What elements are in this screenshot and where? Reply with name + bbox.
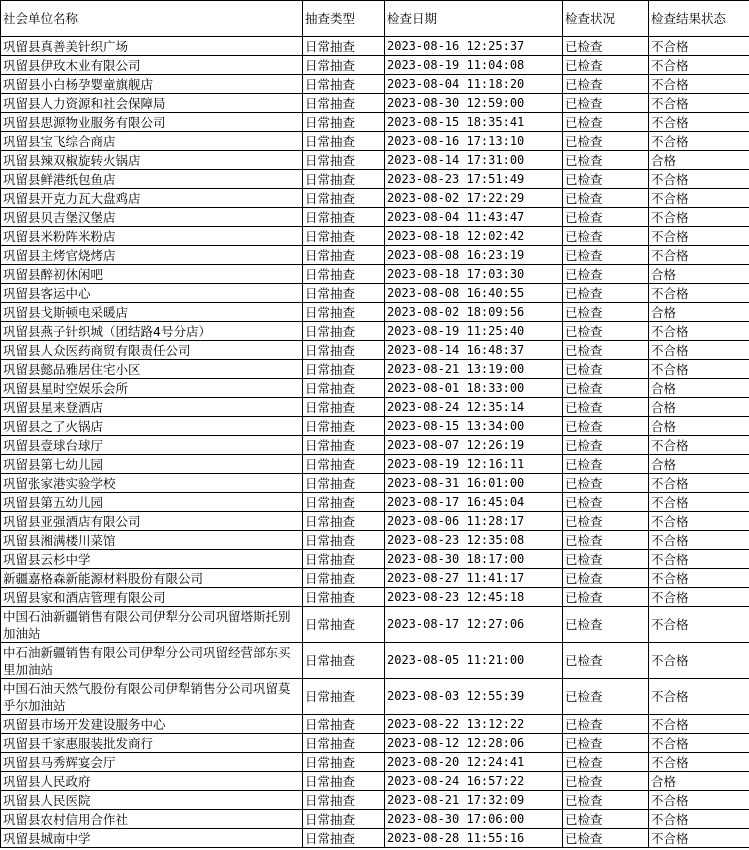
check-type-cell: 日常抽查 xyxy=(303,37,385,56)
check-date-cell: 2023-08-14 16:48:37 xyxy=(385,341,563,360)
table-row xyxy=(1,360,749,379)
unit-name-cell: 巩留县真善美针织广场 xyxy=(1,37,303,56)
table-row xyxy=(1,791,749,810)
check-type-cell: 日常抽查 xyxy=(303,227,385,246)
check-date-cell: 2023-08-28 11:55:16 xyxy=(385,829,563,848)
check-type-cell: 日常抽查 xyxy=(303,417,385,436)
check-status-cell: 已检查 xyxy=(563,132,649,151)
table-row xyxy=(1,607,749,643)
unit-name-cell: 巩留县人众医药商贸有限责任公司 xyxy=(1,341,303,360)
unit-name-cell: 中石油新疆销售有限公司伊犁分公司巩留经营部东买里加油站 xyxy=(1,643,303,679)
result-status-cell: 不合格 xyxy=(649,246,749,265)
check-date-cell: 2023-08-18 17:03:30 xyxy=(385,265,563,284)
check-status-cell: 已检查 xyxy=(563,829,649,848)
unit-name-cell: 巩留县农村信用合作社 xyxy=(1,810,303,829)
result-status-cell: 不合格 xyxy=(649,643,749,679)
unit-name-cell: 巩留县主烤官烧烤店 xyxy=(1,246,303,265)
table-row xyxy=(1,246,749,265)
check-type-cell: 日常抽查 xyxy=(303,588,385,607)
unit-name-cell: 巩留县家和酒店管理有限公司 xyxy=(1,588,303,607)
table-row xyxy=(1,94,749,113)
check-status-cell: 已检查 xyxy=(563,588,649,607)
unit-name-cell: 巩留县星时空娱乐会所 xyxy=(1,379,303,398)
table-row xyxy=(1,151,749,170)
check-status-cell: 已检查 xyxy=(563,436,649,455)
result-status-cell: 不合格 xyxy=(649,113,749,132)
check-type-cell: 日常抽查 xyxy=(303,753,385,772)
table-row xyxy=(1,550,749,569)
check-date-cell: 2023-08-23 17:51:49 xyxy=(385,170,563,189)
check-type-cell: 日常抽查 xyxy=(303,94,385,113)
check-date-cell: 2023-08-08 16:23:19 xyxy=(385,246,563,265)
unit-name-cell: 中国石油天然气股份有限公司伊犁销售分公司巩留莫乎尔加油站 xyxy=(1,679,303,715)
check-status-cell: 已检查 xyxy=(563,208,649,227)
check-type-cell: 日常抽查 xyxy=(303,56,385,75)
check-type-cell: 日常抽查 xyxy=(303,791,385,810)
header-check-status: 检查状况 xyxy=(563,1,649,37)
check-date-cell: 2023-08-23 12:35:08 xyxy=(385,531,563,550)
table-row xyxy=(1,322,749,341)
check-type-cell: 日常抽查 xyxy=(303,246,385,265)
check-type-cell: 日常抽查 xyxy=(303,493,385,512)
check-date-cell: 2023-08-02 18:09:56 xyxy=(385,303,563,322)
unit-name-cell: 巩留县之了火锅店 xyxy=(1,417,303,436)
check-status-cell: 已检查 xyxy=(563,113,649,132)
check-type-cell: 日常抽查 xyxy=(303,208,385,227)
check-status-cell: 已检查 xyxy=(563,284,649,303)
result-status-cell: 不合格 xyxy=(649,810,749,829)
check-date-cell: 2023-08-02 17:22:29 xyxy=(385,189,563,208)
check-date-cell: 2023-08-20 12:24:41 xyxy=(385,753,563,772)
check-status-cell: 已检查 xyxy=(563,246,649,265)
result-status-cell: 不合格 xyxy=(649,341,749,360)
table-row xyxy=(1,829,749,848)
check-status-cell: 已检查 xyxy=(563,679,649,715)
check-status-cell: 已检查 xyxy=(563,170,649,189)
unit-name-cell: 巩留县市场开发建设服务中心 xyxy=(1,715,303,734)
check-type-cell: 日常抽查 xyxy=(303,474,385,493)
check-type-cell: 日常抽查 xyxy=(303,715,385,734)
check-date-cell: 2023-08-04 11:18:20 xyxy=(385,75,563,94)
result-status-cell: 不合格 xyxy=(649,189,749,208)
check-date-cell: 2023-08-31 16:01:00 xyxy=(385,474,563,493)
check-status-cell: 已检查 xyxy=(563,303,649,322)
check-date-cell: 2023-08-30 18:17:00 xyxy=(385,550,563,569)
result-status-cell: 不合格 xyxy=(649,75,749,94)
result-status-cell: 不合格 xyxy=(649,322,749,341)
check-date-cell: 2023-08-21 13:19:00 xyxy=(385,360,563,379)
result-status-cell: 不合格 xyxy=(649,474,749,493)
check-type-cell: 日常抽查 xyxy=(303,379,385,398)
unit-name-cell: 巩留县湘满楼川菜馆 xyxy=(1,531,303,550)
result-status-cell: 不合格 xyxy=(649,56,749,75)
table-row xyxy=(1,341,749,360)
table-row xyxy=(1,643,749,679)
table-body xyxy=(1,37,749,848)
result-status-cell: 合格 xyxy=(649,151,749,170)
check-type-cell: 日常抽查 xyxy=(303,132,385,151)
result-status-cell: 不合格 xyxy=(649,170,749,189)
result-status-cell: 不合格 xyxy=(649,227,749,246)
check-type-cell: 日常抽查 xyxy=(303,189,385,208)
table-row xyxy=(1,753,749,772)
check-status-cell: 已检查 xyxy=(563,227,649,246)
unit-name-cell: 巩留县人民政府 xyxy=(1,772,303,791)
unit-name-cell: 巩留县贝吉堡汉堡店 xyxy=(1,208,303,227)
check-type-cell: 日常抽查 xyxy=(303,679,385,715)
result-status-cell: 不合格 xyxy=(649,753,749,772)
check-date-cell: 2023-08-19 12:16:11 xyxy=(385,455,563,474)
check-status-cell: 已检查 xyxy=(563,94,649,113)
check-date-cell: 2023-08-23 12:45:18 xyxy=(385,588,563,607)
unit-name-cell: 巩留县开克力瓦大盘鸡店 xyxy=(1,189,303,208)
table-row xyxy=(1,75,749,94)
check-date-cell: 2023-08-22 13:12:22 xyxy=(385,715,563,734)
check-type-cell: 日常抽查 xyxy=(303,829,385,848)
result-status-cell: 合格 xyxy=(649,303,749,322)
check-status-cell: 已检查 xyxy=(563,493,649,512)
check-status-cell: 已检查 xyxy=(563,734,649,753)
unit-name-cell: 巩留县小白杨孕婴童旗舰店 xyxy=(1,75,303,94)
result-status-cell: 合格 xyxy=(649,265,749,284)
table-row xyxy=(1,56,749,75)
check-type-cell: 日常抽查 xyxy=(303,322,385,341)
check-date-cell: 2023-08-30 12:59:00 xyxy=(385,94,563,113)
check-date-cell: 2023-08-27 11:41:17 xyxy=(385,569,563,588)
check-date-cell: 2023-08-08 16:40:55 xyxy=(385,284,563,303)
check-type-cell: 日常抽查 xyxy=(303,550,385,569)
check-date-cell: 2023-08-19 11:04:08 xyxy=(385,56,563,75)
table-row xyxy=(1,265,749,284)
check-date-cell: 2023-08-16 17:13:10 xyxy=(385,132,563,151)
check-status-cell: 已检查 xyxy=(563,75,649,94)
check-date-cell: 2023-08-07 12:26:19 xyxy=(385,436,563,455)
table-row xyxy=(1,398,749,417)
result-status-cell: 不合格 xyxy=(649,37,749,56)
check-date-cell: 2023-08-16 12:25:37 xyxy=(385,37,563,56)
unit-name-cell: 巩留县鲜港纸包鱼店 xyxy=(1,170,303,189)
check-status-cell: 已检查 xyxy=(563,56,649,75)
table-row xyxy=(1,734,749,753)
unit-name-cell: 巩留县亚强酒店有限公司 xyxy=(1,512,303,531)
unit-name-cell: 巩留县人民医院 xyxy=(1,791,303,810)
result-status-cell: 不合格 xyxy=(649,588,749,607)
unit-name-cell: 巩留县城南中学 xyxy=(1,829,303,848)
table-row xyxy=(1,512,749,531)
table-row xyxy=(1,588,749,607)
check-date-cell: 2023-08-24 16:57:22 xyxy=(385,772,563,791)
unit-name-cell: 新疆嘉格森新能源材料股份有限公司 xyxy=(1,569,303,588)
result-status-cell: 合格 xyxy=(649,455,749,474)
unit-name-cell: 巩留县第五幼儿园 xyxy=(1,493,303,512)
check-status-cell: 已检查 xyxy=(563,189,649,208)
unit-name-cell: 巩留县宝飞综合商店 xyxy=(1,132,303,151)
unit-name-cell: 巩留县辣双椒旋转火锅店 xyxy=(1,151,303,170)
result-status-cell: 不合格 xyxy=(649,94,749,113)
table-row xyxy=(1,379,749,398)
table-row xyxy=(1,772,749,791)
result-status-cell: 不合格 xyxy=(649,791,749,810)
check-type-cell: 日常抽查 xyxy=(303,512,385,531)
result-status-cell: 不合格 xyxy=(649,208,749,227)
table-row xyxy=(1,715,749,734)
check-status-cell: 已检查 xyxy=(563,715,649,734)
unit-name-cell: 巩留县燕子针织城（团结路4号分店） xyxy=(1,322,303,341)
table-row xyxy=(1,474,749,493)
header-check-date: 检查日期 xyxy=(385,1,563,37)
check-status-cell: 已检查 xyxy=(563,322,649,341)
table-row xyxy=(1,132,749,151)
result-status-cell: 不合格 xyxy=(649,493,749,512)
unit-name-cell: 巩留张家港实验学校 xyxy=(1,474,303,493)
unit-name-cell: 巩留县懿品雅居住宅小区 xyxy=(1,360,303,379)
table-row xyxy=(1,531,749,550)
check-status-cell: 已检查 xyxy=(563,341,649,360)
check-date-cell: 2023-08-19 11:25:40 xyxy=(385,322,563,341)
check-date-cell: 2023-08-04 11:43:47 xyxy=(385,208,563,227)
check-type-cell: 日常抽查 xyxy=(303,75,385,94)
result-status-cell: 不合格 xyxy=(649,512,749,531)
table-row xyxy=(1,208,749,227)
table-row xyxy=(1,189,749,208)
result-status-cell: 不合格 xyxy=(649,829,749,848)
result-status-cell: 不合格 xyxy=(649,531,749,550)
table-row xyxy=(1,679,749,715)
unit-name-cell: 巩留县壹球台球厅 xyxy=(1,436,303,455)
check-type-cell: 日常抽查 xyxy=(303,151,385,170)
table-row xyxy=(1,417,749,436)
table-row xyxy=(1,569,749,588)
check-type-cell: 日常抽查 xyxy=(303,113,385,132)
result-status-cell: 合格 xyxy=(649,398,749,417)
table-row xyxy=(1,436,749,455)
result-status-cell: 合格 xyxy=(649,772,749,791)
check-type-cell: 日常抽查 xyxy=(303,436,385,455)
check-date-cell: 2023-08-21 17:32:09 xyxy=(385,791,563,810)
unit-name-cell: 巩留县米粉阵米粉店 xyxy=(1,227,303,246)
check-status-cell: 已检查 xyxy=(563,474,649,493)
check-type-cell: 日常抽查 xyxy=(303,455,385,474)
table-row xyxy=(1,227,749,246)
table-row xyxy=(1,303,749,322)
result-status-cell: 不合格 xyxy=(649,734,749,753)
check-type-cell: 日常抽查 xyxy=(303,341,385,360)
check-date-cell: 2023-08-17 16:45:04 xyxy=(385,493,563,512)
check-status-cell: 已检查 xyxy=(563,455,649,474)
result-status-cell: 合格 xyxy=(649,379,749,398)
check-type-cell: 日常抽查 xyxy=(303,398,385,417)
check-date-cell: 2023-08-05 11:21:00 xyxy=(385,643,563,679)
result-status-cell: 不合格 xyxy=(649,607,749,643)
unit-name-cell: 巩留县云杉中学 xyxy=(1,550,303,569)
table-row xyxy=(1,170,749,189)
check-type-cell: 日常抽查 xyxy=(303,170,385,189)
check-date-cell: 2023-08-30 17:06:00 xyxy=(385,810,563,829)
table-row xyxy=(1,37,749,56)
check-status-cell: 已检查 xyxy=(563,151,649,170)
check-status-cell: 已检查 xyxy=(563,398,649,417)
unit-name-cell: 巩留县伊玫木业有限公司 xyxy=(1,56,303,75)
check-status-cell: 已检查 xyxy=(563,772,649,791)
result-status-cell: 不合格 xyxy=(649,715,749,734)
check-status-cell: 已检查 xyxy=(563,512,649,531)
check-type-cell: 日常抽查 xyxy=(303,531,385,550)
check-type-cell: 日常抽查 xyxy=(303,569,385,588)
check-date-cell: 2023-08-12 12:28:06 xyxy=(385,734,563,753)
unit-name-cell: 巩留县星来登酒店 xyxy=(1,398,303,417)
check-date-cell: 2023-08-17 12:27:06 xyxy=(385,607,563,643)
header-row xyxy=(1,1,749,37)
header-result-status: 检查结果状态 xyxy=(649,1,749,37)
unit-name-cell: 巩留县戈斯顿电采暖店 xyxy=(1,303,303,322)
result-status-cell: 不合格 xyxy=(649,550,749,569)
table-row xyxy=(1,493,749,512)
result-status-cell: 不合格 xyxy=(649,679,749,715)
check-status-cell: 已检查 xyxy=(563,37,649,56)
result-status-cell: 不合格 xyxy=(649,284,749,303)
unit-name-cell: 巩留县第七幼儿园 xyxy=(1,455,303,474)
unit-name-cell: 巩留县思源物业服务有限公司 xyxy=(1,113,303,132)
check-date-cell: 2023-08-06 11:28:17 xyxy=(385,512,563,531)
check-type-cell: 日常抽查 xyxy=(303,284,385,303)
check-type-cell: 日常抽查 xyxy=(303,303,385,322)
header-unit-name: 社会单位名称 xyxy=(1,1,303,37)
result-status-cell: 不合格 xyxy=(649,360,749,379)
check-type-cell: 日常抽查 xyxy=(303,360,385,379)
unit-name-cell: 巩留县人力资源和社会保障局 xyxy=(1,94,303,113)
check-type-cell: 日常抽查 xyxy=(303,265,385,284)
check-type-cell: 日常抽查 xyxy=(303,734,385,753)
check-status-cell: 已检查 xyxy=(563,810,649,829)
header-check-type: 抽查类型 xyxy=(303,1,385,37)
check-type-cell: 日常抽查 xyxy=(303,772,385,791)
check-date-cell: 2023-08-15 13:34:00 xyxy=(385,417,563,436)
unit-name-cell: 中国石油新疆销售有限公司伊犁分公司巩留塔斯托别加油站 xyxy=(1,607,303,643)
check-date-cell: 2023-08-18 12:02:42 xyxy=(385,227,563,246)
check-date-cell: 2023-08-01 18:33:00 xyxy=(385,379,563,398)
check-status-cell: 已检查 xyxy=(563,265,649,284)
unit-name-cell: 巩留县客运中心 xyxy=(1,284,303,303)
check-type-cell: 日常抽查 xyxy=(303,607,385,643)
check-date-cell: 2023-08-03 12:55:39 xyxy=(385,679,563,715)
check-status-cell: 已检查 xyxy=(563,643,649,679)
result-status-cell: 不合格 xyxy=(649,569,749,588)
check-status-cell: 已检查 xyxy=(563,379,649,398)
check-status-cell: 已检查 xyxy=(563,531,649,550)
result-status-cell: 不合格 xyxy=(649,436,749,455)
result-status-cell: 合格 xyxy=(649,417,749,436)
check-type-cell: 日常抽查 xyxy=(303,810,385,829)
table-row xyxy=(1,810,749,829)
check-status-cell: 已检查 xyxy=(563,753,649,772)
table-row xyxy=(1,284,749,303)
check-date-cell: 2023-08-24 12:35:14 xyxy=(385,398,563,417)
check-type-cell: 日常抽查 xyxy=(303,643,385,679)
result-status-cell: 不合格 xyxy=(649,132,749,151)
check-status-cell: 已检查 xyxy=(563,791,649,810)
unit-name-cell: 巩留县醉初休闲吧 xyxy=(1,265,303,284)
check-status-cell: 已检查 xyxy=(563,360,649,379)
unit-name-cell: 巩留县千家惠服装批发商行 xyxy=(1,734,303,753)
table-row xyxy=(1,113,749,132)
check-status-cell: 已检查 xyxy=(563,417,649,436)
check-date-cell: 2023-08-15 18:35:41 xyxy=(385,113,563,132)
unit-name-cell: 巩留县马秀辉宴会厅 xyxy=(1,753,303,772)
check-status-cell: 已检查 xyxy=(563,569,649,588)
table-row xyxy=(1,455,749,474)
check-status-cell: 已检查 xyxy=(563,607,649,643)
check-status-cell: 已检查 xyxy=(563,550,649,569)
check-date-cell: 2023-08-14 17:31:00 xyxy=(385,151,563,170)
